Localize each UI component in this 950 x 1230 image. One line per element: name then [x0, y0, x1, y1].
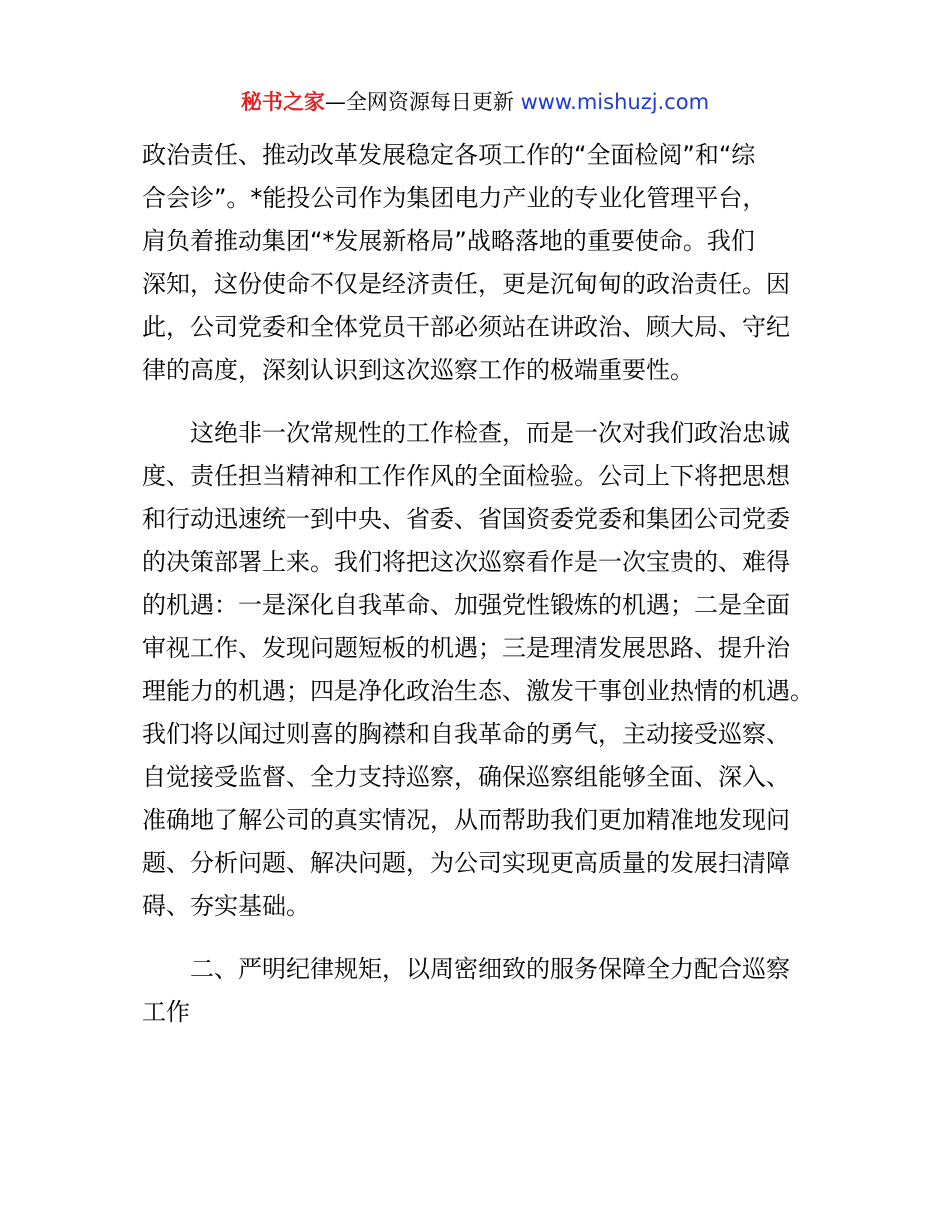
paragraph-2 [142, 412, 814, 928]
text-line: 准确地了解公司的真实情况，从而帮助我们更加精准地发现问 [142, 806, 790, 834]
text-line: 此，公司党委和全体党员干部必须站在讲政治、顾大局、守纪 [142, 313, 790, 341]
text-line: 和行动迅速统一到中央、省委、省国资委党委和集团公司党委 [142, 505, 790, 533]
text-line: 自觉接受监督、全力支持巡察，确保巡察组能够全面、深入、 [142, 763, 790, 791]
header-url-link[interactable]: www.mishuzj.com [520, 90, 710, 114]
text-line: 律的高度，深刻认识到这次巡察工作的极端重要性。 [142, 356, 694, 384]
text-line: 度、责任担当精神和工作作风的全面检验。公司上下将把思想 [142, 462, 790, 490]
text-line: 深知，这份使命不仅是经济责任，更是沉甸甸的政治责任。因 [142, 270, 790, 298]
text-line: 题、分析问题、解决问题，为公司实现更高质量的发展扫清障 [142, 849, 790, 877]
text-line: 我们将以闻过则喜的胸襟和自我革命的勇气，主动接受巡察、 [142, 720, 790, 748]
text-line: 理能力的机遇；四是净化政治生态、激发干事创业热情的机遇。 [142, 677, 814, 705]
text-line: 工作 [142, 998, 190, 1026]
text-line: 二、严明纪律规矩，以周密细致的服务保障全力配合巡察 [190, 955, 790, 983]
document-body [142, 134, 814, 1034]
section-heading [142, 948, 814, 1034]
text-line: 这绝非一次常规性的工作检查，而是一次对我们政治忠诚 [190, 419, 790, 447]
header-tagline: —全网资源每日更新 [324, 90, 521, 114]
text-line: 肩负着推动集团“*发展新格局”战略落地的重要使命。我们 [142, 227, 755, 255]
text-line: 合会诊”。*能投公司作为集团电力产业的专业化管理平台， [142, 184, 767, 212]
paragraph-1 [142, 134, 814, 392]
text-line: 碍、夯实基础。 [142, 892, 310, 920]
text-line: 的决策部署上来。我们将把这次巡察看作是一次宝贵的、难得 [142, 548, 790, 576]
text-line: 政治责任、推动改革发展稳定各项工作的“全面检阅”和“综 [142, 141, 756, 169]
text-line: 审视工作、发现问题短板的机遇；三是理清发展思路、提升治 [142, 634, 790, 662]
header-brand: 秘书之家 [240, 90, 325, 114]
page-header [0, 88, 950, 116]
text-line: 的机遇：一是深化自我革命、加强党性锻炼的机遇；二是全面 [142, 591, 790, 619]
